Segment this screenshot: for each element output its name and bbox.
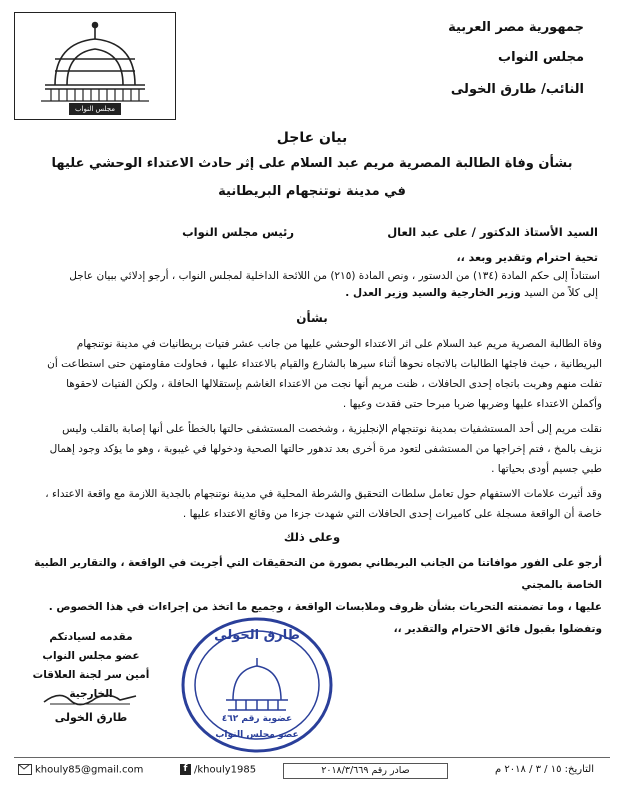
intro-line2-prefix: إلى كلاً من السيد [520,287,598,299]
paragraph-3 [22,484,602,524]
handwritten-signature [40,688,140,708]
email-icon [18,764,32,775]
facebook-handle: /khouly1985 [194,764,257,776]
paragraph-line: نزيف بالمخ ، فتم إخراجها من المستشفى لتعود مرة أخرى بعد تدهور حالتها الصحية ودخولها في غيبوبة ، وهو ما يؤكد وجود إهمال [49,443,602,455]
header-country: جمهورية مصر العربية [448,20,584,35]
paragraph-line: وقد أثيرت علامات الاستفهام حول تعامل سلطات التحقيق والشرطة المحلية في مدينة نوتنجهام بالجدية اللازمة مع واقعة الاعتداء ، [45,488,602,500]
signature-submitted: مقدمه لسيادتكم [49,631,133,643]
and-accordingly: وعلى ذلك [283,530,341,544]
header-parliament: مجلس النواب [498,50,584,65]
paragraph-line: تفلت منهم وهربت باتجاه إحدى الحافلات ، ظنت مريم أنها نجت من الاعتداء الغاشم بإستقلالها الحافلة ، ولكن الفتيات لاحقوها [66,378,602,390]
facebook-icon: f [180,764,191,775]
stamp-membership: عضوية رقم ٤٦٢ [221,714,293,724]
intro-line1: استناداً إلى حكم المادة (١٣٤) من الدستور ، ونص المادة (٢١٥) من اللائحة الداخلية لمجلس النواب ، أرجو إدلائي ببيان عاجل [69,270,600,282]
stamp-bottom-text: عضو مجلس النواب [215,730,299,740]
statement-subject-line1: بشأن وفاة الطالبة المصرية مريم عبد السلام على إثر حادث الاعتداء الوحشي عليها [51,156,573,171]
footer-facebook[interactable] [180,764,256,776]
statement-subject-line2: في مدينة نوتنجهام البريطانية [218,184,406,199]
email-address: khouly85@gmail.com [35,764,144,776]
logo-caption: مجلس النواب [74,105,116,113]
footer-divider [14,757,610,758]
parliament-logo [14,12,176,120]
official-stamp [178,614,336,757]
paragraph-line: وأكملن الاعتداء عليها وضربها ضربا مبرحا حتى فقدت وعيها . [342,398,602,410]
section-heading: بشأن [296,311,328,325]
statement-type: بيان عاجل [276,130,348,146]
addressee-name: السيد الأستاذ الدكتور / على عبد العال [387,225,598,239]
paragraph-line: خاصة أن الواقعة مسجلة على كاميرات إحدى الحافلات التي شهدت جزءا من وقائع الاعتداء عليها . [182,508,602,520]
footer-date: التاريخ: ١٥ / ٣ / ٢٠١٨ م [495,764,594,775]
request-line1: أرجو على الفور موافاتنا من الجانب البريطاني بصورة من التحقيقات التي أجريت في الواقعة ، والتقارير الطبية الخاصة بالمجني [34,557,602,591]
paragraph-line: البريطانية ، حيث فاجئها الطالبات بالاتجاه نحوها أثناء سيرها بالشارع والقيام بالاعتداء عليها ، فحاولت مقاومتهن حتى استطاعت أن [47,358,602,370]
intro-line2 [345,287,598,299]
request-closing: وتفضلوا بقبول فائق الاحترام والتقدير ،، [393,623,602,635]
paragraph-line: طبي جسيم أودى بحياتها . [491,463,602,475]
footer-email[interactable] [18,764,143,776]
addressee-title: رئيس مجلس النواب [182,225,294,239]
paragraph-line: وفاة الطالبة المصرية مريم عبد السلام على اثر الاعتداء الوحشي عليها من جانب عشر فتيات بريطانيات في مدينة نوتنجهام [76,338,602,350]
signature-secretary: أمين سر لجنة العلاقات الخارجية [32,669,150,700]
signature-name: طارق الخولى [54,711,128,724]
intro-line2-ministers: وزير الخارجية والسيد وزير العدل . [345,287,521,299]
paragraph-line: نقلت مريم إلى أحد المستشفيات بمدينة نوتنجهام الإنجليزية ، وشخصت المستشفى حالتها بالخطأ على أنها إصابة بالقلب وليس [62,423,602,435]
reference-number: صادر رقم ٢٠١٨/٣/٦٦٩ [283,763,448,779]
request-line2: عليها ، وما تضمنته التحريات بشأن ظروف وملابسات الواقعة ، وجميع ما اتخذ من إجراءات في هذا الخصوص . [48,601,602,613]
paragraph-1 [22,334,602,414]
greeting: تحية احترام وتقدير وبعد ،، [456,251,598,264]
stamp-top-text: طارق الخولي [214,628,300,643]
header-member: النائب/ طارق الخولى [450,82,584,97]
paragraph-2 [22,419,602,479]
signature-member: عضو مجلس النواب [42,650,140,662]
